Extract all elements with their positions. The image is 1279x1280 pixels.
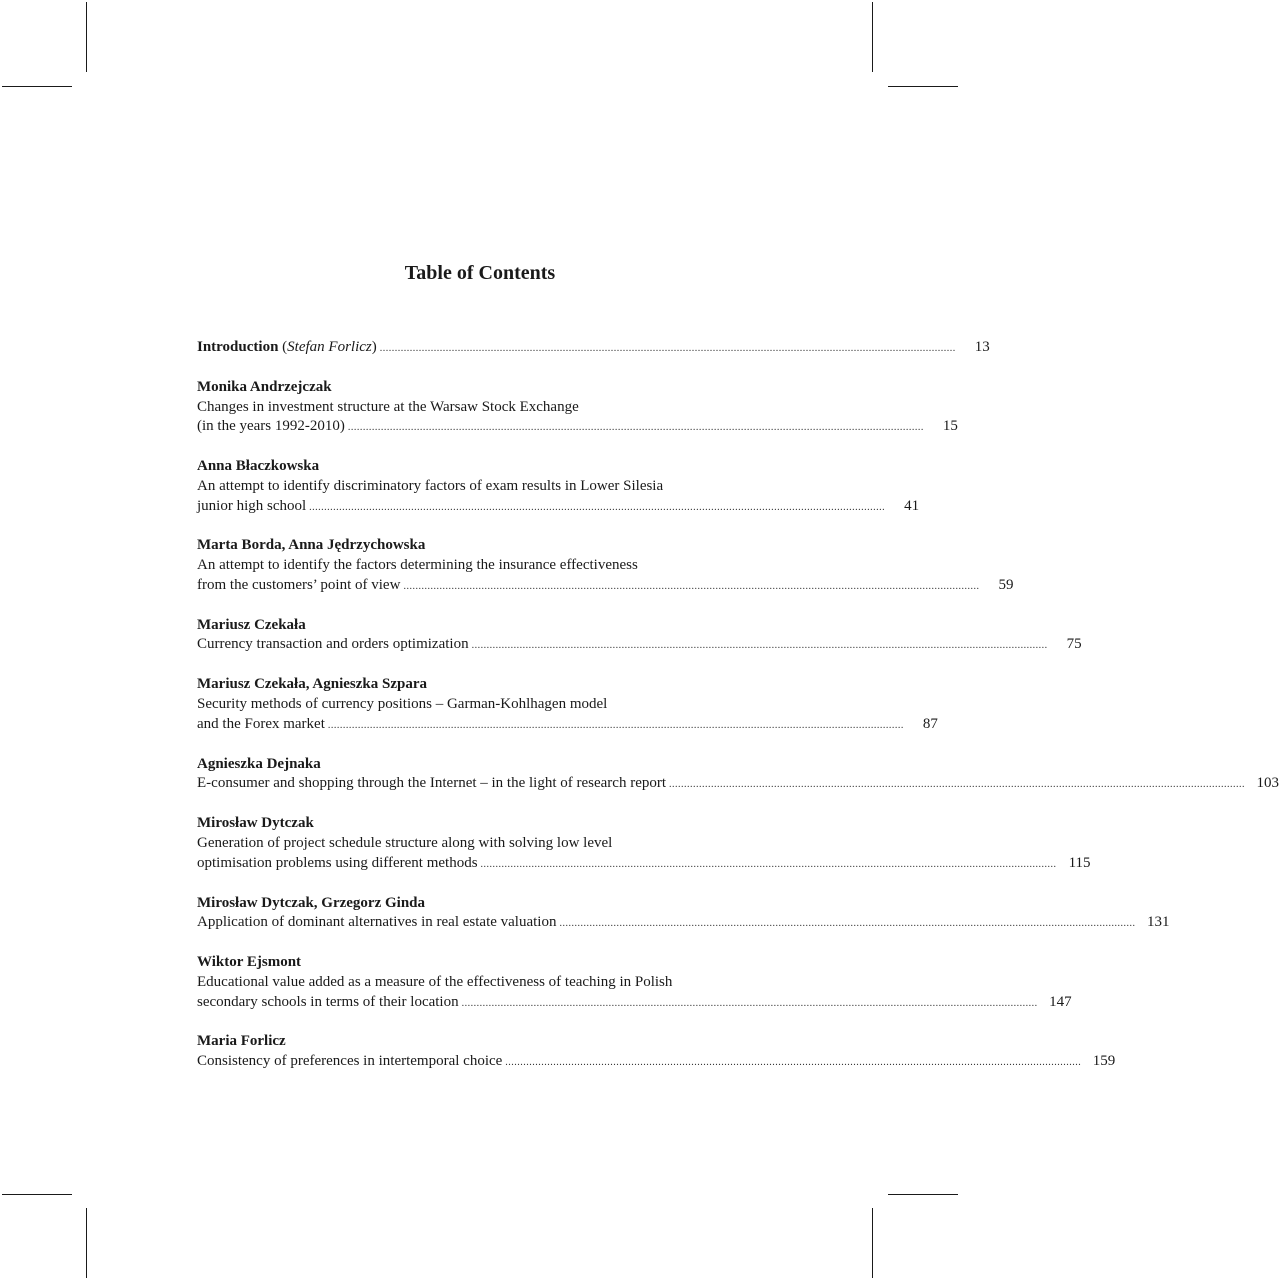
entry-authors: Mirosław Dytczak [197,815,314,832]
page-number: 13 [974,339,990,355]
entry-title-line: Changes in investment structure at the Warsaw Stock Exchange [197,398,579,415]
entry-authors: Mariusz Czekała [197,616,306,633]
toc-line: Introduction (Stefan Forlicz) ................................................................................................................................................................................................ 13 [197,338,782,359]
dot-leader: ................................................................................................................................................................................................ [505,1057,1082,1069]
entry-title-line: and the Forex market [197,715,325,732]
dot-leader: ................................................................................................................................................................................................ [403,580,980,592]
page-number: 15 [942,418,958,435]
toc-entry[interactable] [197,536,1014,596]
entry-title-line: An attempt to identify the factors determining the insurance effectiveness [197,557,638,574]
toc-entries [197,378,1279,1073]
toc-entry-introduction[interactable] [197,338,990,359]
page-number: 59 [998,576,1014,593]
toc-entry[interactable] [197,675,938,735]
dot-leader: ................................................................................................................................................................................................ [480,858,1057,870]
page-number: 103 [1256,775,1279,792]
toc-line [197,635,1082,656]
entry-title-line: An attempt to identify discriminatory factors of exam results in Lower Silesia [197,477,664,494]
toc-entry[interactable] [197,616,1082,656]
toc-entry[interactable] [197,894,1170,934]
page-title: Table of Contents [404,262,556,284]
entry-title-line: secondary schools in terms of their location [197,993,459,1010]
table-of-contents [197,338,1279,1092]
dot-leader: ................................................................................................................................................................................................ [559,918,1136,930]
page-number: 41 [904,497,920,514]
entry-title-line: (in the years 1992-2010) [197,418,345,435]
toc-entry[interactable] [197,814,1091,874]
toc-entry[interactable] [197,457,920,517]
entry-authors: Monika Andrzejczak [197,378,332,395]
crop-mark [86,2,87,72]
editor-name: Stefan Forlicz [287,339,372,355]
entry-authors: Maria Forlicz [197,1033,286,1050]
entry-title-line: junior high school [197,497,307,514]
entry-label: Introduction [197,339,279,355]
toc-entry[interactable] [197,378,958,438]
toc-line [197,913,1170,934]
dot-leader: ................................................................................................................................................................................................ [327,719,904,731]
entry-title-line: Currency transaction and orders optimization [197,636,469,653]
page-number: 115 [1068,854,1091,871]
entry-authors: Mariusz Czekała, Agnieszka Szpara [197,676,427,693]
entry-title-line: Application of dominant alternatives in real estate valuation [197,914,557,931]
dot-leader: ................................................................................................................................................................................................ [669,779,1246,791]
toc-line [197,417,958,438]
crop-mark [2,86,72,87]
dot-leader: ................................................................................................................................................................................................ [461,997,1038,1009]
entry-title-line: E-consumer and shopping through the Internet – in the light of research report [197,775,667,792]
toc-entry[interactable] [197,953,1072,1013]
toc-line [197,774,1279,795]
crop-mark [2,1194,72,1195]
entry-title-line: optimisation problems using different methods [197,854,478,871]
page-number: 147 [1049,993,1072,1010]
toc-line [197,1052,1116,1073]
crop-mark [888,1194,958,1195]
page-number: 131 [1146,914,1170,931]
entry-authors: Mirosław Dytczak, Grzegorz Ginda [197,894,426,911]
page-number: 75 [1066,636,1082,653]
toc-line [197,576,1014,597]
dot-leader: ................................................................................................................................................................................................ [379,343,956,354]
toc-entry[interactable] [197,1032,1116,1072]
crop-mark [86,1208,87,1278]
entry-authors: Agnieszka Dejnaka [197,755,321,772]
entry-title-line: from the customers’ point of view [197,576,401,593]
dot-leader: ................................................................................................................................................................................................ [471,640,1048,652]
dot-leader: ................................................................................................................................................................................................ [347,422,924,434]
entry-title-line: Consistency of preferences in intertemporal choice [197,1053,503,1070]
toc-line [197,854,1091,875]
toc-entry[interactable] [197,755,1279,795]
entry-title-line: Educational value added as a measure of the effectiveness of teaching in Polish [197,973,673,990]
dot-leader: ................................................................................................................................................................................................ [309,501,886,513]
page-number: 159 [1092,1053,1116,1070]
crop-mark [872,1208,873,1278]
entry-authors: Wiktor Ejsmont [197,954,302,971]
entry-authors: Anna Błaczkowska [197,458,320,475]
page-number: 87 [922,715,938,732]
crop-mark [888,86,958,87]
toc-line [197,993,1072,1014]
entry-title-line: Generation of project schedule structure along with solving low level [197,834,613,851]
toc-line [197,497,920,518]
entry-authors: Marta Borda, Anna Jędrzychowska [197,537,426,554]
crop-mark [872,2,873,72]
entry-title-line: Security methods of currency positions – Garman-Kohlhagen model [197,696,608,713]
toc-line [197,715,938,736]
